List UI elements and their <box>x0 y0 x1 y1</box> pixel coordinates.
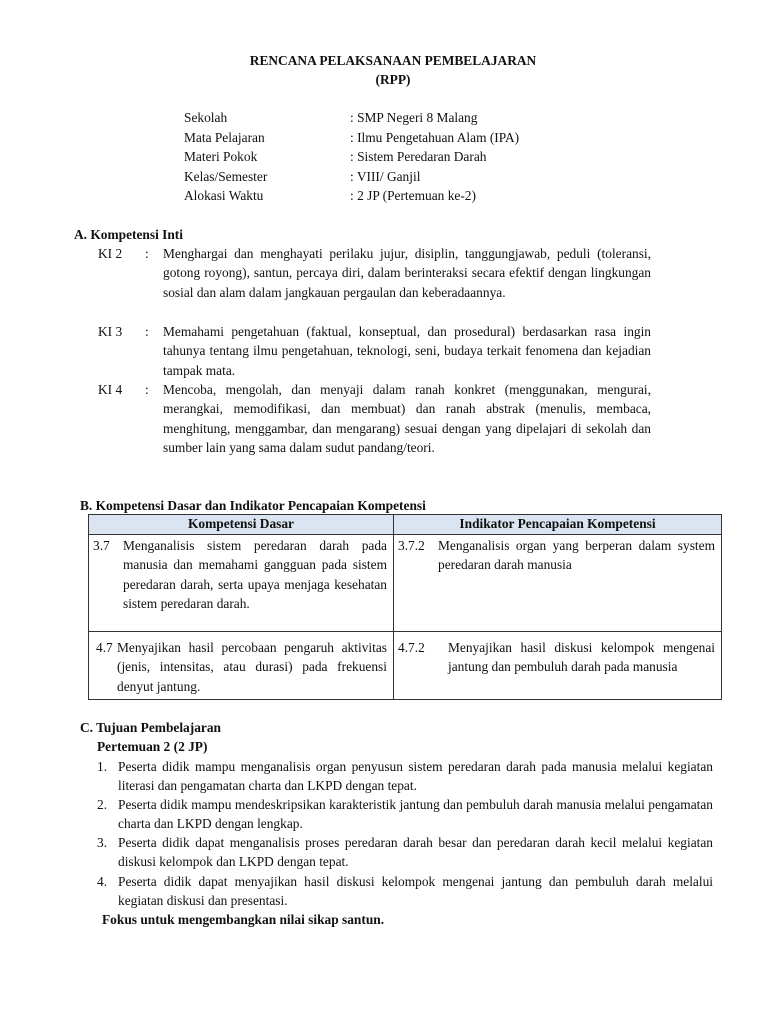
ki-code: KI 2 <box>98 246 123 261</box>
section-c-heading: C. Tujuan Pembelajaran <box>80 720 221 735</box>
list-text: Peserta didik dapat menganalisis proses peredaran darah besar dan peredaran darah kecil melalui kegiatan diskusi kelompok dan LKPD dengan tepat. <box>118 835 713 870</box>
list-item <box>97 757 713 796</box>
section-a-heading: A. Kompetensi Inti <box>74 227 183 242</box>
table-row <box>89 632 722 700</box>
ki-colon: : <box>145 382 149 397</box>
identity-value: : VIII/ Ganjil <box>350 168 421 184</box>
table-header-row <box>89 515 722 535</box>
document-subtitle: (RPP) <box>375 72 411 87</box>
list-text: Peserta didik mampu mendeskripsikan karakteristik jantung dan pembuluh darah manusia melalui pengamatan charta dan LKPD dengan lengkap. <box>118 797 713 832</box>
kd-cell <box>89 535 394 632</box>
list-number: 2. <box>97 797 108 812</box>
focus-statement: Fokus untuk mengembangkan nilai sikap santun. <box>102 912 385 927</box>
table-row <box>89 535 722 632</box>
list-item <box>97 833 713 872</box>
kd-number: 3.7 <box>93 538 110 553</box>
kd-cell <box>89 632 394 700</box>
identity-label: Sekolah <box>184 110 228 125</box>
ipk-text: Menyajikan hasil diskusi kelompok mengenai jantung dan pembuluh darah pada manusia <box>448 640 715 675</box>
identity-value: : Ilmu Pengetahuan Alam (IPA) <box>350 129 520 145</box>
list-number: 1. <box>97 759 108 774</box>
identity-label: Alokasi Waktu <box>184 188 264 203</box>
identity-value: : Sistem Peredaran Darah <box>350 149 487 164</box>
ipk-number: 4.7.2 <box>398 640 425 655</box>
ipk-cell <box>394 632 722 700</box>
ki-colon: : <box>145 246 149 261</box>
ipk-text: Menganalisis organ yang berperan dalam system peredaran darah manusia <box>438 538 715 573</box>
identity-value: : 2 JP (Pertemuan ke-2) <box>350 188 476 203</box>
ki-code: KI 4 <box>98 382 123 397</box>
identity-label: Kelas/Semester <box>184 168 268 184</box>
column-header-ipk: Indikator Pencapaian Kompetensi <box>394 515 722 535</box>
identity-label: Mata Pelajaran <box>184 129 265 145</box>
competency-table <box>88 514 722 700</box>
list-number: 3. <box>97 835 108 850</box>
list-number: 4. <box>97 874 108 889</box>
ki-text: Memahami pengetahuan (faktual, konseptual, dan prosedural) berdasarkan rasa ingin tahunya tentang ilmu pengetahuan, teknologi, seni, budaya terkait fenomena dan kejadian tampak mata. <box>163 324 651 378</box>
list-item <box>97 872 713 911</box>
ipk-cell <box>394 535 722 632</box>
section-b-heading: B. Kompetensi Dasar dan Indikator Pencapaian Kompetensi <box>80 498 426 513</box>
ipk-number: 3.7.2 <box>398 538 425 553</box>
kd-number: 4.7 <box>96 640 113 655</box>
ki-colon: : <box>145 324 149 339</box>
list-item <box>97 795 713 834</box>
kd-text: Menganalisis sistem peredaran darah pada manusia dan memahami gangguan pada sistem peredaran darah, serta upaya menjaga kesehatan sistem peredaran darah. <box>123 538 387 612</box>
identity-label: Materi Pokok <box>184 149 258 164</box>
meeting-subheading: Pertemuan 2 (2 JP) <box>97 739 208 754</box>
column-header-kd: Kompetensi Dasar <box>89 515 394 535</box>
list-text: Peserta didik dapat menyajikan hasil diskusi kelompok mengenai jantung dan pembuluh darah melalui kegiatan diskusi dan presentasi. <box>118 874 713 909</box>
list-text: Peserta didik mampu menganalisis organ penyusun sistem peredaran darah pada manusia melalui kegiatan literasi dan pengamatan charta dan LKPD dengan tepat. <box>118 759 713 794</box>
ki-text: Menghargai dan menghayati perilaku jujur, disiplin, tanggungjawab, peduli (toleransi, gotong royong), santun, percaya diri, dalam berinteraksi secara efektif dengan lingkungan sosial dan alam dalam jangkauan pergaulan dan keberadaannya. <box>163 246 651 300</box>
identity-value: : SMP Negeri 8 Malang <box>350 110 478 125</box>
kd-text: Menyajikan hasil percobaan pengaruh aktivitas (jenis, intensitas, atau durasi) pada frekuensi denyut jantung. <box>117 640 387 694</box>
ki-code: KI 3 <box>98 324 123 339</box>
document-title: RENCANA PELAKSANAAN PEMBELAJARAN <box>249 53 537 68</box>
ki-text: Mencoba, mengolah, dan menyaji dalam ranah konkret (menggunakan, mengurai, merangkai, memodifikasi, dan membuat) dan ranah abstrak (menulis, membaca, menghitung, menggambar, dan mengarang) sesuai dengan yang dipelajari di sekolah dan sumber lain yang sama dalam sudut pandang/teori. <box>163 382 651 456</box>
